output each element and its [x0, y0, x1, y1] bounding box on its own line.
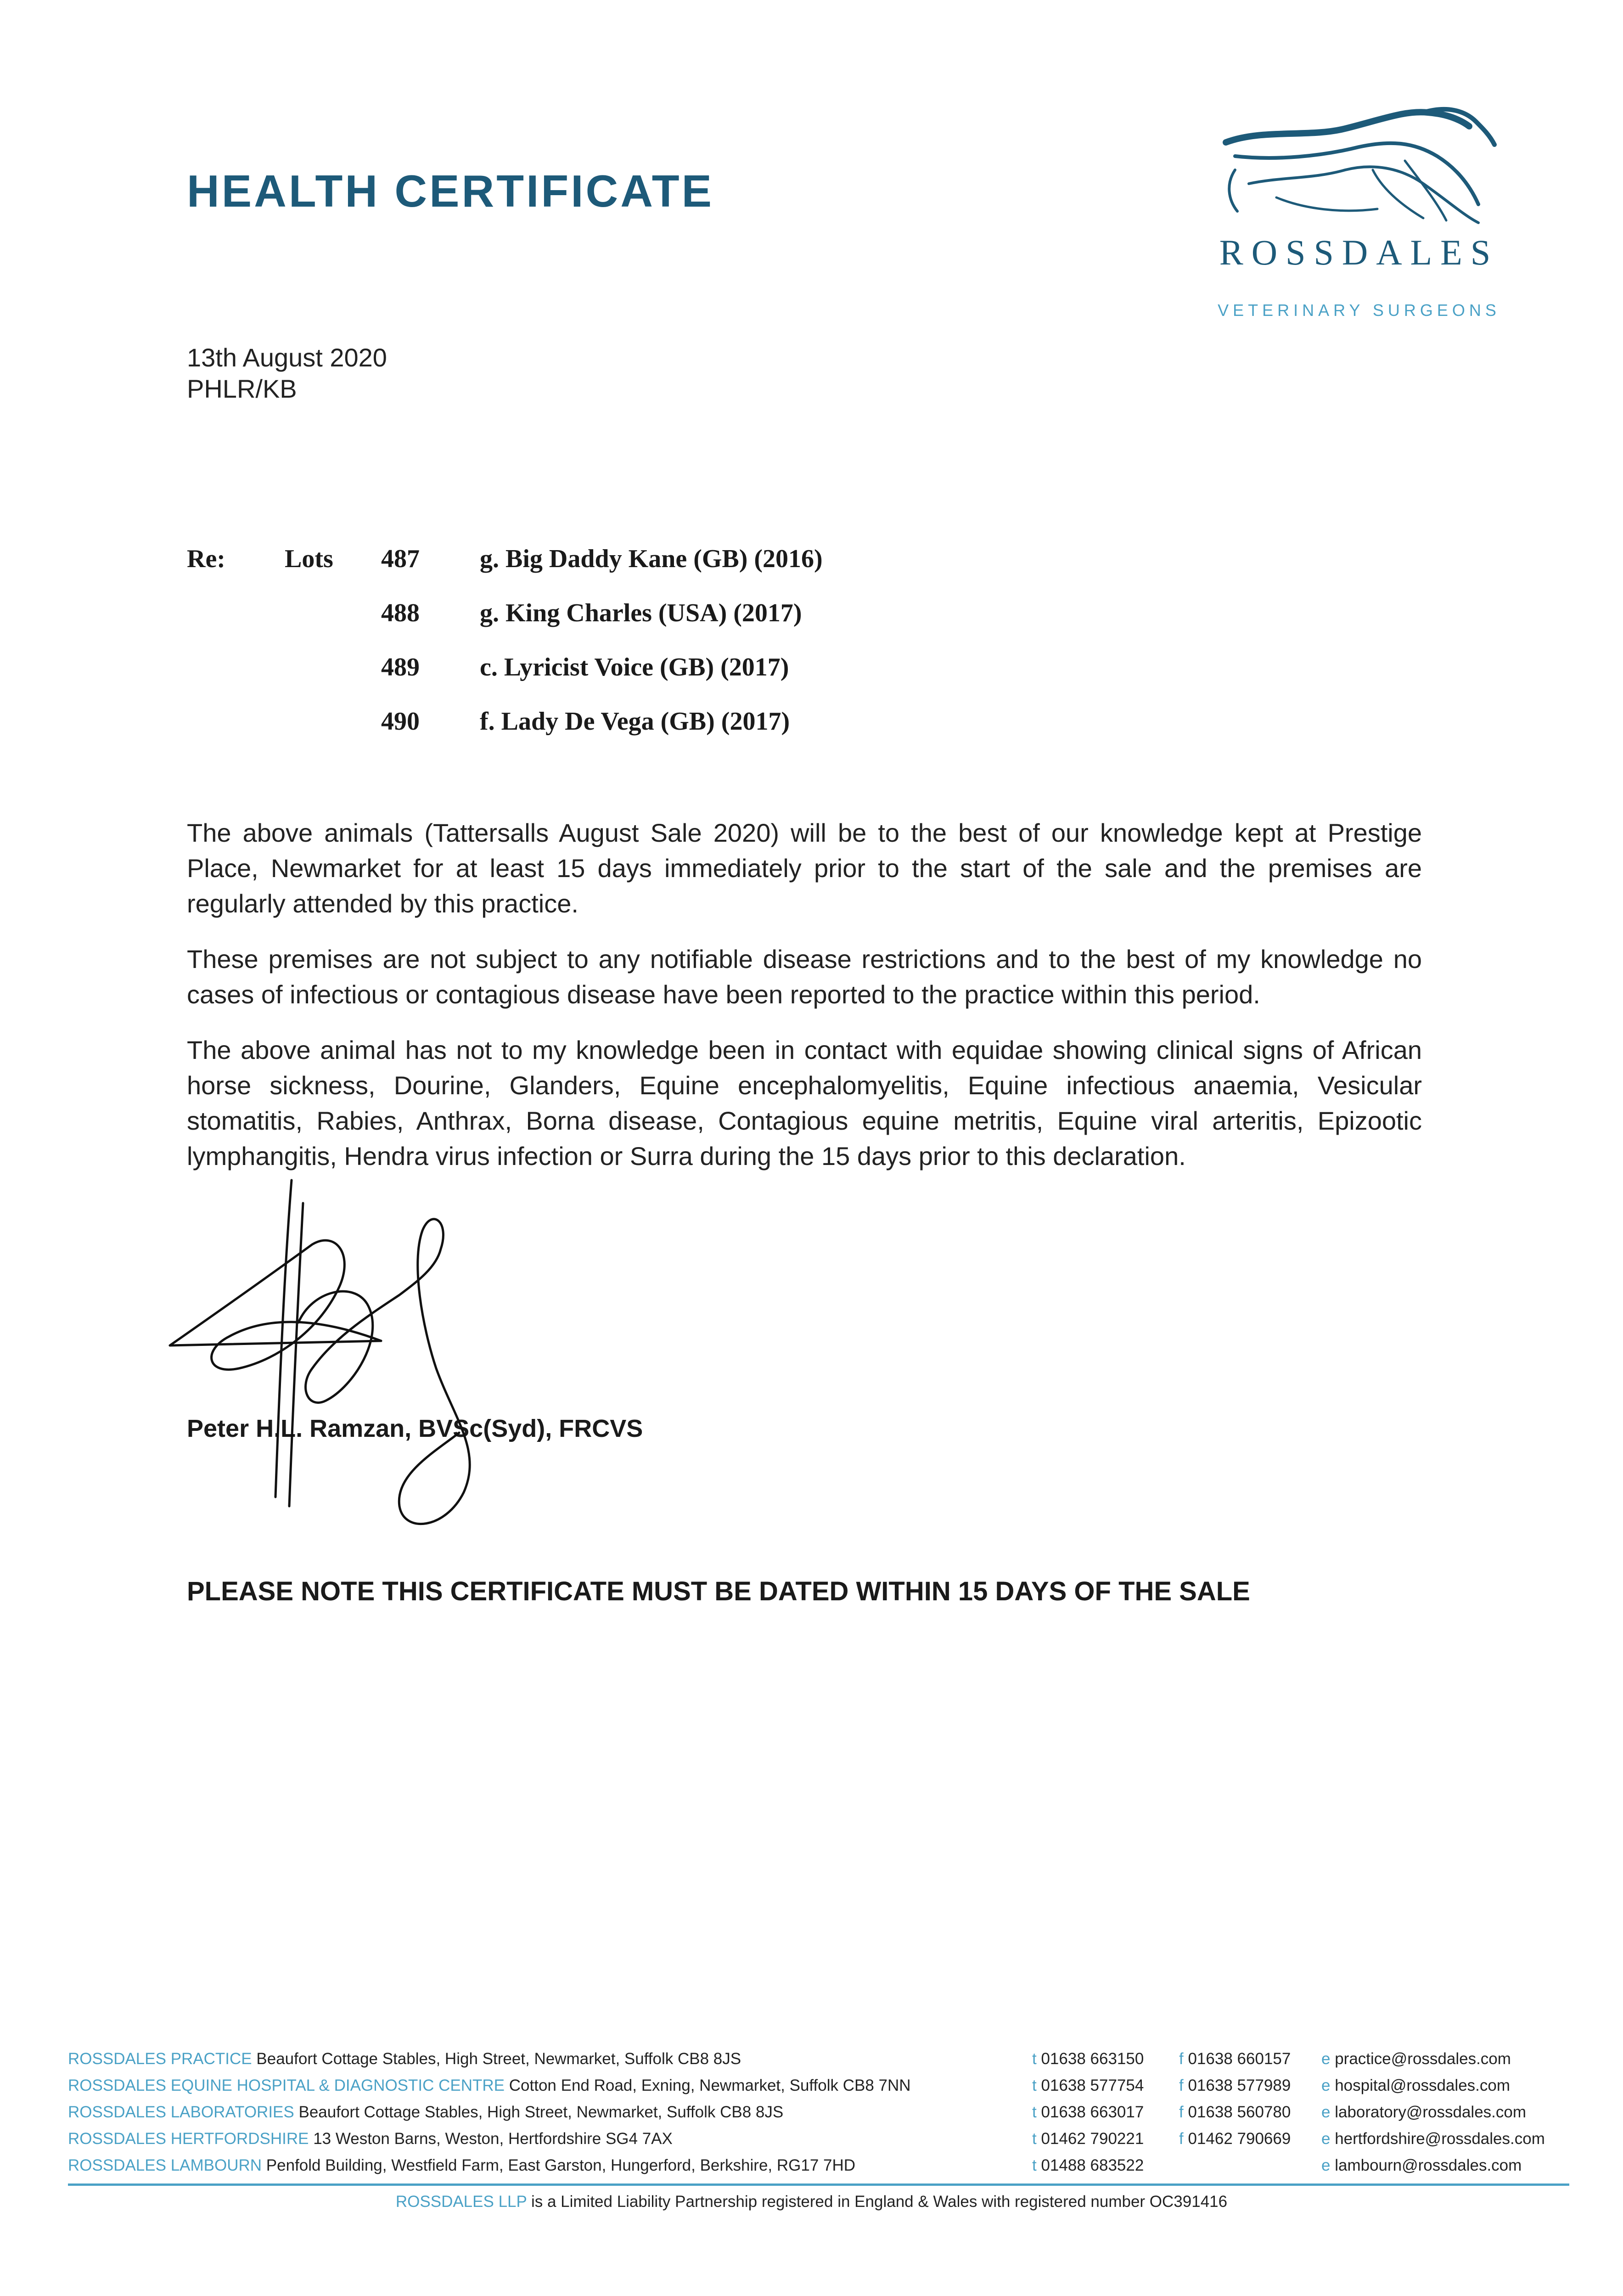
location-name: ROSSDALES LABORATORIES [68, 2103, 294, 2121]
legal-notice [0, 2193, 1623, 2211]
lot-number: 487 [381, 545, 420, 573]
location-address: Penfold Building, Westfield Farm, East Garston, Hungerford, Berkshire, RG17 7HD [266, 2156, 856, 2174]
lot-horse-name: g. King Charles (USA) (2017) [480, 599, 802, 627]
legal-text: is a Limited Liability Partnership registered in England & Wales with registered number OC391416 [531, 2193, 1228, 2211]
letter-meta [187, 342, 387, 405]
footer-row: ROSSDALES EQUINE HOSPITAL & DIAGNOSTIC CENTRE Cotton End Road, Exning, Newmarket, Suffolk CB8 7NN t 01638 577754 f 01638 577989 e hospital@rossdales.com [68, 2077, 1511, 2094]
location-address: Beaufort Cottage Stables, High Street, Newmarket, Suffolk CB8 8JS [256, 2050, 741, 2068]
brand-name: ROSSDALES [1219, 232, 1499, 272]
email-link[interactable]: hertfordshire@rossdales.com [1335, 2130, 1545, 2148]
email-link[interactable]: practice@rossdales.com [1335, 2050, 1511, 2068]
signer-name: Peter H.L. Ramzan, BVSc(Syd), FRCVS [187, 1415, 643, 1442]
location-name: ROSSDALES HERTFORDSHIRE [68, 2130, 309, 2148]
footer-divider [68, 2183, 1569, 2186]
location-name: ROSSDALES PRACTICE [68, 2050, 252, 2068]
letter-date: 13th August 2020 [187, 343, 387, 372]
phone-number: 01462 790221 [1041, 2130, 1144, 2148]
location-address: 13 Weston Barns, Weston, Hertfordshire SG4 7AX [313, 2130, 673, 2148]
lot-number: 488 [381, 599, 420, 627]
phone-number: 01638 663150 [1041, 2050, 1144, 2068]
location-address: Beaufort Cottage Stables, High Street, Newmarket, Suffolk CB8 8JS [298, 2103, 784, 2121]
body-paragraph: The above animal has not to my knowledge been in contact with equidae showing clinical signs of African horse sickness, Dourine, Glanders, Equine encephalomyelitis, Equine infectious anaemia, Vesicular stomatitis, Rabies, Anthrax, Borna disease, Contagious equine metritis, Equine viral arteritis, Epizootic lymphangitis, Hendra virus infection or Surra during the 15 days prior to this declaration. [187, 1035, 1422, 1171]
location-name: ROSSDALES EQUINE HOSPITAL & DIAGNOSTIC CENTRE [68, 2077, 505, 2094]
lot-number: 489 [381, 653, 420, 681]
phone-number: 01638 577754 [1041, 2077, 1144, 2094]
certificate-notice: PLEASE NOTE THIS CERTIFICATE MUST BE DATED WITHIN 15 DAYS OF THE SALE [187, 1576, 1250, 1606]
body-paragraph: These premises are not subject to any notifiable disease restrictions and to the best of my knowledge no cases of infectious or contagious disease have been reported to the practice within this period. [187, 945, 1422, 1009]
footer-row: ROSSDALES LABORATORIES Beaufort Cottage Stables, High Street, Newmarket, Suffolk CB8 8JS t 01638 663017 f 01638 560780 e laboratory@rossdales.com [68, 2103, 1527, 2121]
footer-row: ROSSDALES LAMBOURN Penfold Building, Westfield Farm, East Garston, Hungerford, Berkshire, RG17 7HD t 01488 683522 e lambourn@rossdales.com [68, 2156, 1522, 2174]
phone-number: 01488 683522 [1041, 2156, 1144, 2174]
footer-row: ROSSDALES HERTFORDSHIRE 13 Weston Barns, Weston, Hertfordshire SG4 7AX t 01462 790221 f 01462 790669 e hertfordshire@rossdales.com [68, 2130, 1545, 2148]
lot-number: 490 [381, 707, 420, 736]
legal-brand: ROSSDALES LLP [395, 2193, 527, 2211]
brand-tagline: VETERINARY SURGEONS [1218, 301, 1500, 320]
fax-number: 01638 660157 [1188, 2050, 1291, 2068]
letter-reference: PHLR/KB [187, 374, 297, 403]
fax-number: 01638 560780 [1188, 2103, 1291, 2121]
handwritten-signature [161, 1176, 620, 1570]
footer-contacts [68, 2046, 1565, 2179]
lot-horse-name: g. Big Daddy Kane (GB) (2016) [480, 545, 823, 573]
location-name: ROSSDALES LAMBOURN [68, 2156, 262, 2174]
lot-horse-name: c. Lyricist Voice (GB) (2017) [480, 653, 789, 681]
email-link[interactable]: lambourn@rossdales.com [1335, 2156, 1522, 2174]
email-link[interactable]: hospital@rossdales.com [1335, 2077, 1511, 2094]
re-label: Re: [187, 545, 225, 573]
phone-number: 01638 663017 [1041, 2103, 1144, 2121]
document-title: HEALTH CERTIFICATE [187, 166, 714, 216]
fax-number: 01462 790669 [1188, 2130, 1291, 2148]
email-link[interactable]: laboratory@rossdales.com [1335, 2103, 1527, 2121]
location-address: Cotton End Road, Exning, Newmarket, Suffolk CB8 7NN [509, 2077, 911, 2094]
lots-label: Lots [285, 545, 333, 573]
fax-number: 01638 577989 [1188, 2077, 1291, 2094]
footer-row: ROSSDALES PRACTICE Beaufort Cottage Stables, High Street, Newmarket, Suffolk CB8 8JS t 01638 663150 f 01638 660157 e practice@rossdales.com [68, 2050, 1511, 2068]
lot-horse-name: f. Lady De Vega (GB) (2017) [480, 707, 790, 736]
body-paragraph: The above animals (Tattersalls August Sale 2020) will be to the best of our knowledge kept at Prestige Place, Newmarket for at least 15 days immediately prior to the start of the sale and the premises are regularly attended by this practice. [187, 818, 1422, 918]
